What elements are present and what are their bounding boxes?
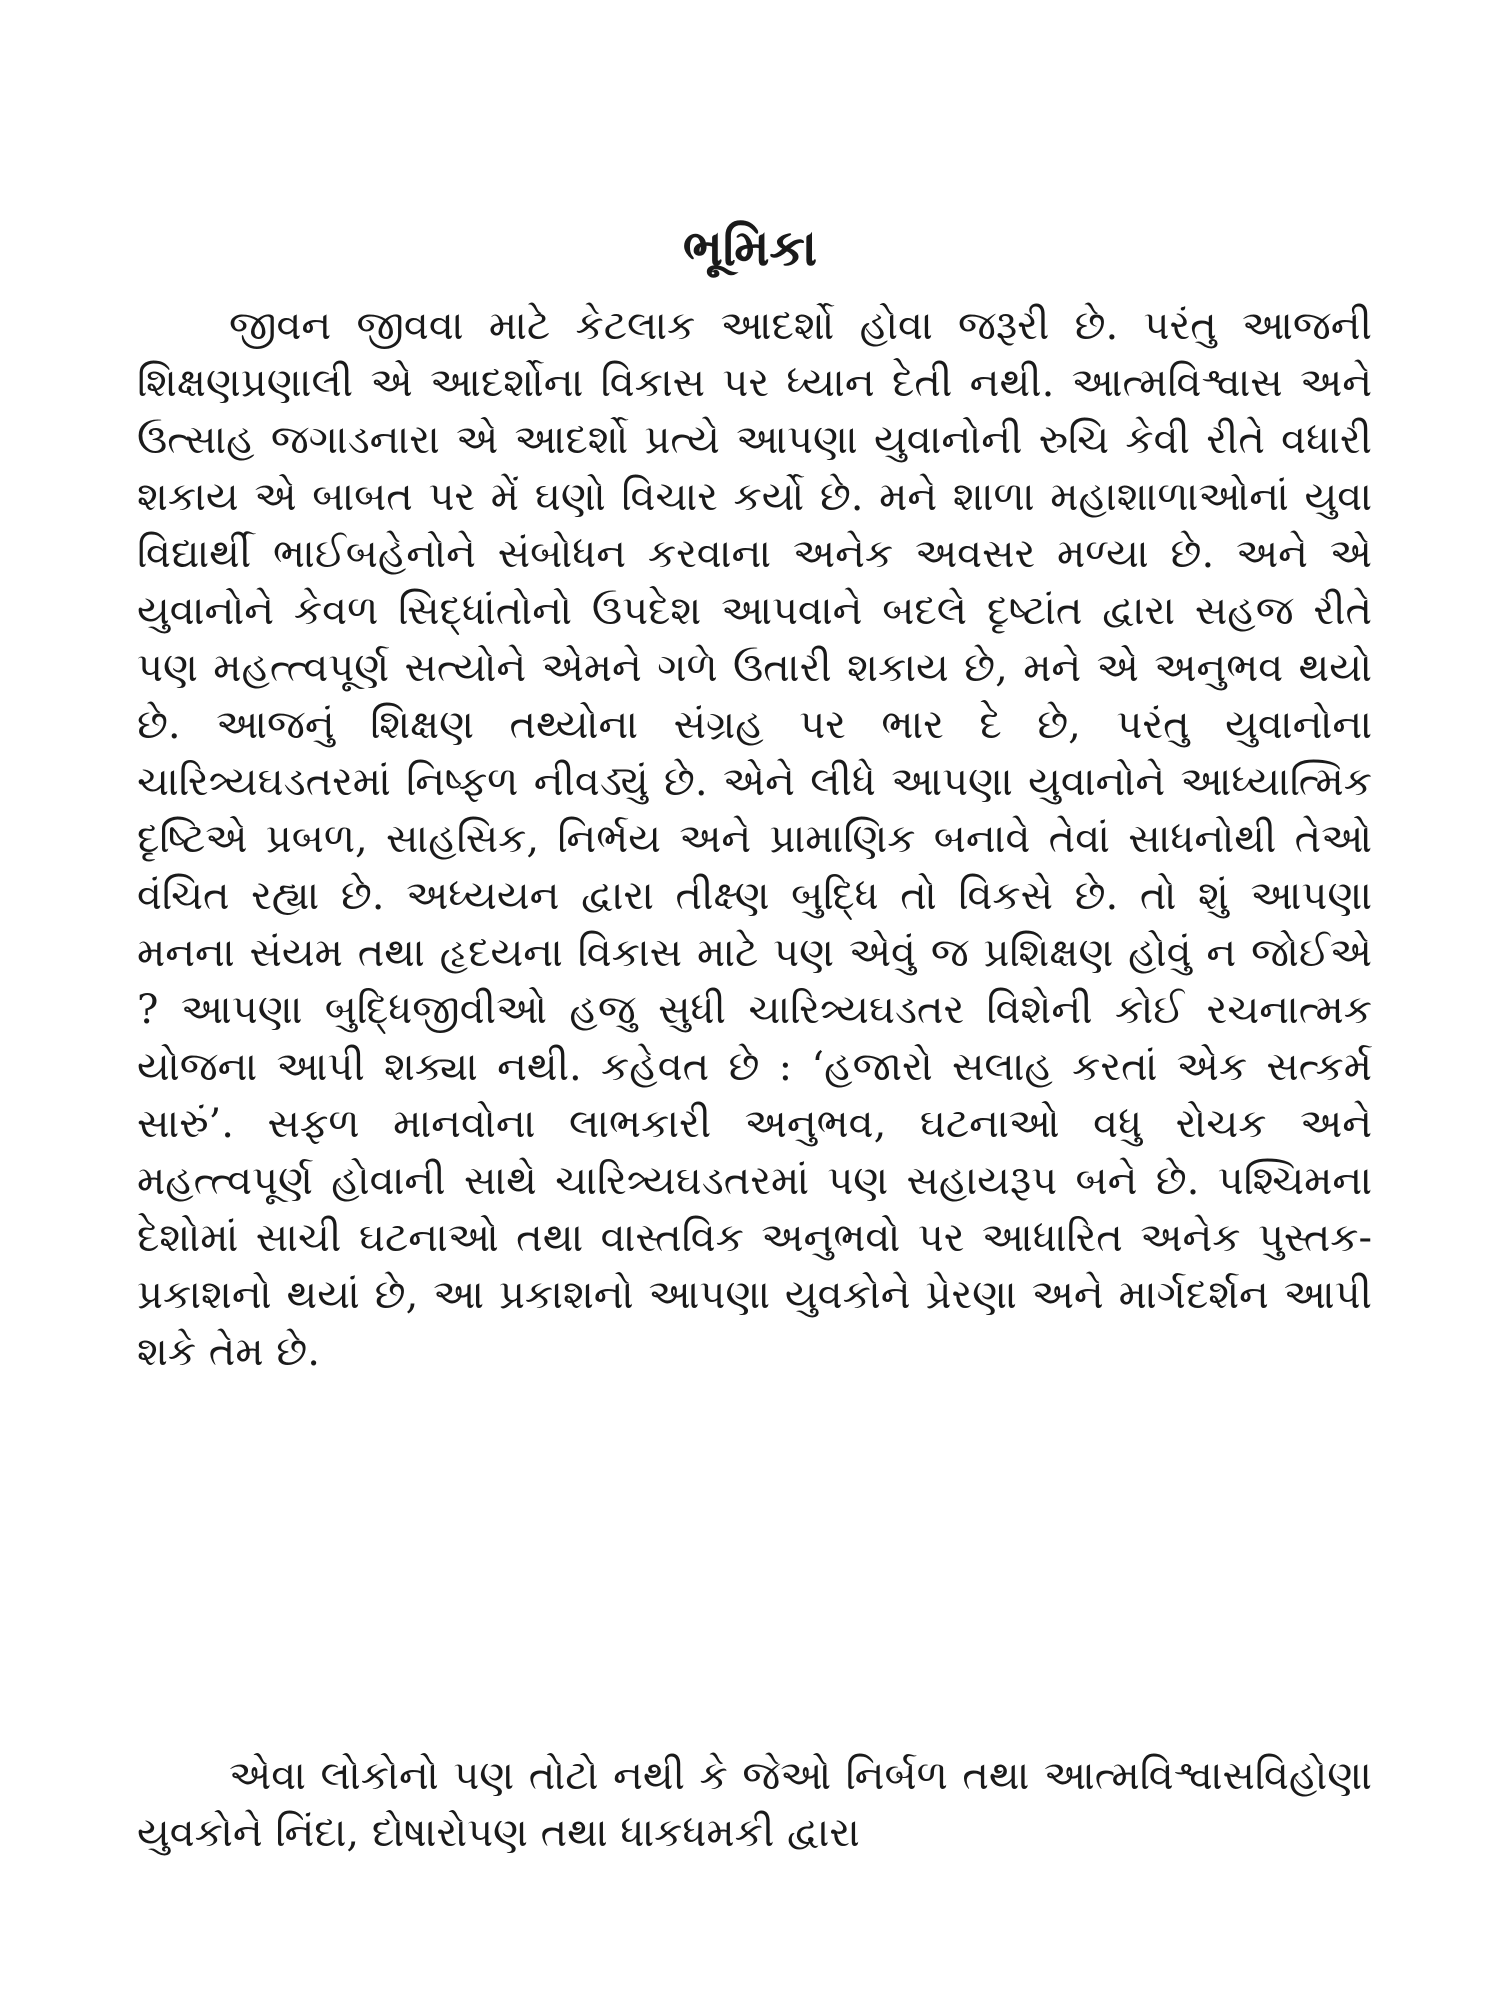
page-title: ભૂમિકા xyxy=(682,218,818,277)
body-paragraph-2: એવા લોકોનો પણ તોટો નથી કે જેઓ નિર્બળ તથા આત્મવિશ્વાસવિહોણા યુવકોને નિંદા, દોષારોપણ તથા ધાકધમકી દ્વારા xyxy=(137,1753,1372,1856)
body-paragraph-1: જીવન જીવવા માટે કેટલાક આદર્શો હોવા જરૂરી છે. પરંતુ આજની શિક્ષણપ્રણાલી એ આદર્શોના વિકાસ પર ધ્યાન દેતી નથી. આત્મવિશ્વાસ અને ઉત્સાહ જગાડનારા એ આદર્શો પ્રત્યે આપણા યુવાનોની રુચિ કેવી રીતે વધારી શકાય એ બાબત પર મેં ઘણો વિચાર કર્યો છે. મને શાળા મહાશાળાઓનાં યુવા વિદ્યાર્થી ભાઈબહેનોને સંબોધન કરવાના અનેક અવસર મળ્યા છે. અને એ યુવાનોને કેવળ સિદ્ધાંતોનો ઉપદેશ આપવાને બદલે દૃષ્ટાંત દ્વારા સહજ રીતે પણ મહત્ત્વપૂર્ણ સત્યોને એમને ગળે ઉતારી શકાય છે, મને એ અનુભવ થયો છે. આજનું શિક્ષણ તથ્યોના સંગ્રહ પર ભાર દે છે, પરંતુ યુવાનોના ચારિત્ર્યઘડતરમાં નિષ્ફળ નીવડ્યું છે. એને લીધે આપણા યુવાનોને આધ્યાત્મિક દૃષ્ટિએ પ્રબળ, સાહસિક, નિર્ભય અને પ્રામાણિક બનાવે તેવાં સાધનોથી તેઓ વંચિત રહ્યા છે. અધ્યયન દ્વારા તીક્ષ્ણ બુદ્ધિ તો વિકસે છે. તો શું આપણા મનના સંયમ તથા હૃદયના વિકાસ માટે પણ એવું જ પ્રશિક્ષણ હોવું ન જોઈએ ? આપણા બુદ્ધિજીવીઓ હજુ સુધી ચારિત્ર્યઘડતર વિશેની કોઈ રચનાત્મક યોજના આપી શક્યા નથી. કહેવત છે : ‘હજારો સલાહ કરતાં એક સત્કર્મ સારું’. સફળ માનવોના લાભકારી અનુભવ, ઘટનાઓ વધુ રોચક અને મહત્ત્વપૂર્ણ હોવાની સાથે ચારિત્ર્યઘડતરમાં પણ સહાયરૂપ બને છે. પશ્ચિમના દેશોમાં સાચી ઘટનાઓ તથા વાસ્તવિક અનુભવો પર આધારિત અનેક પુસ્તક-પ્રકાશનો થયાં છે, આ પ્રકાશનો આપણા યુવકોને પ્રેરણા અને માર્ગદર્શન આપી શકે તેમ છે. xyxy=(137,303,1372,1375)
